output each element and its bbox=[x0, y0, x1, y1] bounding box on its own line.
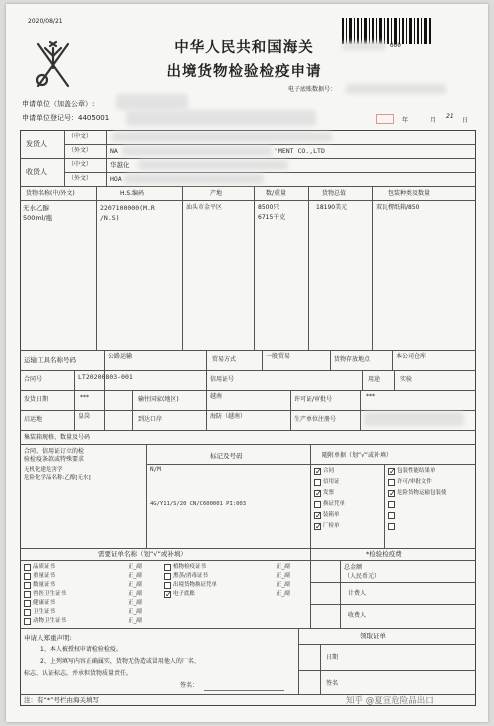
checkbox-label: 熏蒸/消毒证书 bbox=[173, 573, 208, 579]
depart-label: 启运地 bbox=[24, 416, 43, 423]
checkbox-label: 装箱单 bbox=[323, 512, 340, 518]
consignee-cn-label: （中文） bbox=[68, 161, 93, 168]
qty-line1: 8500只 bbox=[258, 204, 280, 211]
check-mark-icon: ✓ bbox=[315, 467, 322, 476]
checkbox-label: 信用证 bbox=[323, 479, 340, 485]
package-value: 双瓦楞纸箱/850 bbox=[376, 204, 420, 211]
checkbox[interactable] bbox=[24, 564, 31, 571]
print-date: 2020/08/21 bbox=[28, 18, 63, 25]
checkbox-row bbox=[24, 573, 164, 581]
copies-label: 正_副 bbox=[128, 573, 142, 579]
checkbox-label: 品质证书 bbox=[33, 564, 56, 570]
receipt-title: 领取证单 bbox=[360, 632, 386, 640]
special-req-line1: 无机化建危害学 bbox=[24, 467, 63, 473]
checkbox[interactable] bbox=[164, 564, 171, 571]
checkbox[interactable] bbox=[388, 523, 395, 530]
check-mark-icon: ✓ bbox=[389, 489, 396, 498]
arrive-value: 海防（越南） bbox=[210, 413, 247, 420]
checkbox-label: 发票 bbox=[323, 490, 335, 496]
ship-date-value: *** bbox=[80, 394, 89, 401]
form-title-line2: 出境货物检验检疫申请 bbox=[166, 63, 322, 80]
checkbox[interactable] bbox=[388, 501, 395, 508]
checkbox-label: 重量证书 bbox=[33, 573, 56, 579]
checkbox-label: 健康证书 bbox=[33, 600, 56, 606]
checkbox[interactable] bbox=[24, 582, 31, 589]
checkbox[interactable] bbox=[24, 618, 31, 625]
checkbox[interactable] bbox=[314, 468, 321, 475]
checkbox-row bbox=[164, 591, 304, 599]
hs-code-header: H.S.编码 bbox=[120, 190, 145, 197]
apply-month: 月 bbox=[430, 117, 437, 124]
epo-number-label: 电子底账数据号： bbox=[288, 86, 337, 93]
consignee-label: 收货人 bbox=[26, 168, 47, 176]
collect-person-label: 收费人 bbox=[348, 612, 367, 619]
checkbox-row bbox=[388, 468, 494, 476]
copies-label: 正_副 bbox=[276, 573, 290, 579]
consignee-cn-value: 华越化 bbox=[110, 161, 130, 169]
consignee-en-value: HOA bbox=[110, 175, 122, 183]
apply-year: 年 bbox=[402, 117, 409, 124]
checkbox-label: 包装性能结果单 bbox=[397, 468, 436, 474]
package-header: 包装种类及数量 bbox=[388, 190, 431, 197]
copies-label: 正_副 bbox=[276, 564, 290, 570]
checkbox[interactable] bbox=[164, 573, 171, 580]
storage-label: 货物存放地点 bbox=[334, 356, 371, 363]
application-table bbox=[20, 130, 476, 706]
checkbox-label: 兽医卫生证书 bbox=[33, 591, 67, 597]
checkbox-row bbox=[164, 582, 304, 590]
marks-label: 标记及号码 bbox=[210, 452, 243, 460]
checkbox-label: 许可/审批文件 bbox=[397, 479, 432, 485]
hs-code-line2: /N.S) bbox=[100, 214, 120, 222]
applicant-unit-label: 申请单位（加盖公章）: bbox=[22, 100, 95, 108]
footer-note: 注：有“*”号栏由海关填写 bbox=[24, 696, 99, 704]
marks-value1: N/M bbox=[150, 466, 161, 473]
checkbox-row bbox=[388, 512, 494, 520]
terms-label-line2: 验检疫条款或特殊要求 bbox=[24, 456, 85, 463]
qty-line2: 6715千克 bbox=[258, 214, 286, 221]
customs-emblem-icon bbox=[30, 38, 76, 92]
use-value: 实验 bbox=[400, 376, 413, 383]
watermark: 知乎 @夏宣危险品出口 bbox=[346, 696, 434, 706]
arrive-label: 到达口岸 bbox=[138, 416, 163, 423]
checkbox-row bbox=[24, 582, 164, 590]
checkbox-row bbox=[388, 479, 494, 487]
transport-tools-label: 运输工具名称号码 bbox=[24, 356, 76, 364]
checkbox-label: 卫生证书 bbox=[33, 609, 56, 615]
checkbox[interactable] bbox=[388, 512, 395, 519]
copies-label: 正_副 bbox=[276, 582, 290, 588]
container-label: 集装箱规格、数量及号码 bbox=[24, 434, 91, 441]
checkbox[interactable] bbox=[164, 582, 171, 589]
declaration-sign-label: 签名： bbox=[180, 682, 199, 689]
hs-code-line1: 2207100000(M.R bbox=[100, 204, 155, 212]
contract-value: LT20200803-001 bbox=[78, 373, 133, 381]
applicant-reg-no: 申请单位登记号：4405001 bbox=[22, 114, 110, 122]
contract-label: 合同号 bbox=[24, 376, 43, 383]
marks-value2: 4G/Y11/S/20 CN/C600001 PI:003 bbox=[150, 501, 247, 507]
dest-country-value: 越南 bbox=[210, 393, 223, 400]
checkbox-row bbox=[164, 564, 304, 572]
apply-day: 日 bbox=[462, 117, 469, 124]
form-title-line1: 中华人民共和国海关 bbox=[174, 39, 314, 56]
application-form-page bbox=[6, 4, 488, 722]
declaration-line2: 2、上列填写内容正确属实，货物无伪造或冒用他人的厂名、 bbox=[40, 658, 200, 665]
certificates-header: 需要证单名称（划“√”或补填） bbox=[98, 550, 187, 558]
shipper-cn-label: （中文） bbox=[68, 133, 93, 140]
checkbox[interactable] bbox=[164, 591, 171, 598]
transport-tools-value: 公路运输 bbox=[108, 353, 133, 360]
checkbox-row bbox=[388, 501, 494, 509]
checkbox-label: 植物检疫证书 bbox=[173, 564, 207, 570]
copies-label: 正_副 bbox=[128, 591, 142, 597]
apply-day-value: 21 bbox=[446, 113, 454, 120]
checkbox-row bbox=[24, 618, 164, 626]
permit-value: *** bbox=[366, 393, 375, 400]
copies-label: 正_副 bbox=[128, 618, 142, 624]
trade-mode-value: 一般贸易 bbox=[266, 353, 291, 360]
use-label: 用途 bbox=[368, 376, 381, 383]
shipper-en-value2: 'MENT CO.,LTD bbox=[274, 147, 325, 155]
checkbox[interactable] bbox=[314, 501, 321, 508]
declaration-title: 申请人郑重声明: bbox=[24, 634, 72, 642]
check-mark-icon: ✓ bbox=[315, 522, 322, 531]
barcode-number: 000 bbox=[390, 42, 401, 49]
checkbox[interactable] bbox=[388, 468, 395, 475]
checkbox[interactable] bbox=[314, 479, 321, 486]
checkbox[interactable] bbox=[24, 600, 31, 607]
stamp-mark bbox=[376, 114, 394, 124]
check-mark-icon: ✓ bbox=[315, 489, 322, 498]
checkbox[interactable] bbox=[314, 490, 321, 497]
lc-label: 信用证号 bbox=[210, 376, 235, 383]
producer-label: 生产单位注册号 bbox=[294, 416, 337, 423]
checkbox-row bbox=[24, 564, 164, 572]
checkbox[interactable] bbox=[388, 490, 395, 497]
fee-header: *检验检疫费 bbox=[366, 550, 402, 558]
checkbox-label: 出境货物换证凭单 bbox=[173, 582, 218, 588]
depart-value: 皇岗 bbox=[78, 413, 91, 420]
checkbox-row bbox=[24, 591, 164, 599]
goods-name-line2: 500ml/瓶 bbox=[23, 214, 53, 222]
receipt-sign-label: 签名 bbox=[326, 680, 339, 687]
shipper-label: 发货人 bbox=[26, 140, 47, 148]
checkbox[interactable] bbox=[24, 573, 31, 580]
checkbox-label: 动物卫生证书 bbox=[33, 618, 67, 624]
copies-label: 正_副 bbox=[128, 600, 142, 606]
checkbox-row bbox=[24, 609, 164, 617]
checkbox-label: 电子底账 bbox=[173, 591, 196, 597]
check-mark-icon: ✓ bbox=[165, 590, 172, 599]
checkbox-row bbox=[388, 523, 494, 531]
checkbox-label: 合同 bbox=[323, 468, 335, 474]
origin-value: 汕头市金平区 bbox=[186, 204, 223, 211]
dest-country-label: 输往国家(地区) bbox=[138, 396, 179, 403]
checkbox[interactable] bbox=[388, 479, 395, 486]
total-amount-label: 总金额 bbox=[344, 564, 363, 571]
goods-name-line1: 无水乙醇 bbox=[23, 204, 49, 212]
trade-mode-label: 贸易方式 bbox=[212, 356, 237, 363]
permit-label: 许可证/审批号 bbox=[294, 396, 333, 403]
copies-label: 正_副 bbox=[276, 591, 290, 597]
consignee-en-label: （外文） bbox=[68, 175, 93, 182]
copies-label: 正_副 bbox=[128, 564, 142, 570]
declaration-line3: 标志、认证标志，并承担货物质量责任。 bbox=[24, 670, 133, 677]
qty-header: 数/重量 bbox=[266, 190, 287, 197]
checkbox[interactable] bbox=[314, 512, 321, 519]
checkbox[interactable] bbox=[24, 609, 31, 616]
checkbox[interactable] bbox=[314, 523, 321, 530]
receipt-date-label: 日期 bbox=[326, 654, 339, 661]
checkbox-label: 数量证书 bbox=[33, 582, 56, 588]
checkbox-label: 危险货物运输包装使 bbox=[397, 490, 447, 496]
terms-label-line1: 合同、信用证订立的检 bbox=[24, 448, 85, 455]
attached-docs-label: 随附单据（划“√”或补填） bbox=[322, 452, 393, 459]
value-header: 货物总值 bbox=[322, 190, 347, 197]
checkbox[interactable] bbox=[24, 591, 31, 598]
checkbox-row bbox=[24, 600, 164, 608]
check-mark-icon: ✓ bbox=[315, 511, 322, 520]
declaration-line1: 1、本人被授权申请检验检疫。 bbox=[40, 646, 122, 653]
checkbox-label: 换证凭单 bbox=[323, 501, 346, 507]
calc-person-label: 计费人 bbox=[348, 590, 367, 597]
checkbox-row bbox=[388, 490, 494, 498]
ship-date-label: 发货日期 bbox=[24, 396, 49, 403]
special-req-line2: 危险化学品名称:乙醇[无水] bbox=[24, 475, 91, 481]
copies-label: 正_副 bbox=[128, 582, 142, 588]
checkbox-label: 厂检单 bbox=[323, 523, 340, 529]
copies-label: 正_副 bbox=[128, 609, 142, 615]
shipper-en-value: NA bbox=[110, 147, 118, 155]
origin-header: 产地 bbox=[210, 190, 223, 197]
shipper-en-label: （外文） bbox=[68, 147, 93, 154]
total-amount-unit: （人民币元） bbox=[344, 573, 381, 580]
goods-name-header: 货物名称(中/外文) bbox=[26, 190, 75, 197]
goods-value: 18190美元 bbox=[316, 204, 348, 211]
checkbox-row bbox=[164, 573, 304, 581]
check-mark-icon: ✓ bbox=[389, 467, 396, 476]
storage-value: 本公司仓库 bbox=[396, 353, 427, 360]
